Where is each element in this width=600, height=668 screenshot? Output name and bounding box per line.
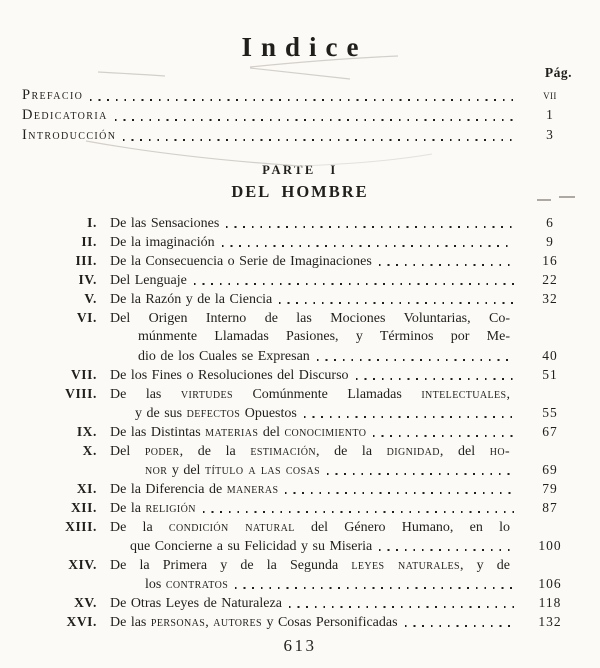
chapter-title-text: que Concierne a su Felicidad y su Miseria (130, 538, 373, 554)
chapter-title-text: De la Primera y de la Segunda leyes naturales, y de (110, 557, 510, 573)
dot-leader (90, 99, 514, 101)
front-matter-label: Prefacio (22, 87, 84, 104)
chapter-entry (0, 232, 600, 251)
chapter-title-text: De Otras Leyes de Naturaleza (110, 595, 282, 611)
dot-leader (203, 511, 514, 513)
chapter-title-text: De la Razón y de la Ciencia (110, 291, 273, 307)
chapter-roman-numeral: IV. (78, 271, 97, 287)
page-number: 100 (538, 537, 562, 553)
chapter-roman-numeral: XI. (76, 480, 97, 496)
page-title: Indice (241, 32, 368, 62)
dot-leader (226, 226, 514, 228)
chapter-title-text: De la religión (110, 500, 196, 516)
dot-leader (194, 283, 514, 285)
page-number: 1 (546, 107, 554, 123)
chapter-line (0, 365, 600, 384)
page-number: 67 (542, 423, 558, 439)
chapter-line (0, 403, 600, 422)
chapter-line (0, 441, 600, 460)
chapter-line (0, 498, 600, 517)
page-number: 32 (542, 290, 558, 306)
chapter-entry (0, 441, 600, 479)
page-number: 6 (546, 214, 554, 230)
dot-leader (327, 473, 514, 475)
chapter-entry (0, 517, 600, 555)
dot-leader (115, 119, 514, 121)
chapter-line (0, 346, 600, 365)
chapter-line (0, 232, 600, 251)
chapter-roman-numeral: XIII. (65, 518, 97, 534)
dot-leader (379, 549, 514, 551)
chapter-entry (0, 270, 600, 289)
chapter-line (0, 593, 600, 612)
chapter-title-text: nor y del título a las cosas (145, 462, 321, 478)
page-number: 55 (542, 404, 558, 420)
dot-leader (317, 359, 514, 361)
chapter-title-text: De las virtudes Comúnmente Llamadas intelectuales, (110, 386, 510, 402)
page-number: 87 (542, 499, 558, 515)
chapter-roman-numeral: XIV. (68, 556, 97, 572)
page-number: 118 (538, 594, 562, 610)
page-number: 9 (546, 233, 554, 249)
chapter-roman-numeral: XVI. (66, 613, 97, 629)
chapter-line (0, 479, 600, 498)
page-number: 132 (538, 613, 562, 629)
chapter-line (0, 422, 600, 441)
front-matter-row (0, 125, 600, 145)
chapter-title-text: De las Sensaciones (110, 215, 220, 231)
chapter-entry (0, 308, 600, 365)
chapter-entry (0, 251, 600, 270)
front-matter-row (0, 85, 600, 105)
chapter-line (0, 517, 600, 536)
dot-leader (379, 264, 514, 266)
chapter-roman-numeral: XII. (70, 499, 97, 515)
dot-leader (279, 302, 514, 304)
chapter-title-text: los contratos (145, 576, 229, 592)
chapter-roman-numeral: IX. (76, 423, 97, 439)
chapter-entry (0, 593, 600, 612)
chapter-title-text: y de sus defectos Opuestos (135, 405, 297, 421)
page-number: 69 (542, 461, 558, 477)
dot-leader (405, 625, 514, 627)
chapter-roman-numeral: II. (81, 233, 97, 249)
chapter-entry (0, 498, 600, 517)
chapter-entry (0, 479, 600, 498)
chapter-entry (0, 422, 600, 441)
chapter-roman-numeral: III. (75, 252, 97, 268)
chapter-entry (0, 365, 600, 384)
chapter-title-text: De las Distintas materias del conocimiento (110, 424, 367, 440)
page-number: 79 (542, 480, 558, 496)
chapter-line (0, 460, 600, 479)
page-number: 40 (542, 347, 558, 363)
chapter-title-text: De las personas, autores y Cosas Personificadas (110, 614, 398, 630)
dot-leader (285, 492, 514, 494)
chapter-line (0, 327, 600, 346)
chapter-title-text: Del Origen Interno de las Mociones Voluntarias, Co- (110, 310, 510, 326)
chapter-line (0, 536, 600, 555)
dot-leader (373, 435, 514, 437)
chapter-title-text: De la imaginación (110, 234, 215, 250)
front-matter-label: Dedicatoria (22, 107, 108, 124)
page-number: vii (543, 87, 557, 103)
chapter-title-text: múnmente Llamadas Pasiones, y Términos por Me- (138, 328, 510, 344)
page-number: 3 (546, 127, 554, 143)
page-number: 51 (542, 366, 558, 382)
page-column-header: Pág. (544, 65, 572, 81)
dot-leader (289, 606, 514, 608)
page-number: 16 (542, 252, 558, 268)
dot-leader (356, 378, 514, 380)
chapter-entry (0, 612, 600, 631)
chapter-roman-numeral: VII. (70, 366, 97, 382)
dot-leader (304, 416, 514, 418)
dot-leader (235, 587, 514, 589)
dot-leader (222, 245, 514, 247)
chapter-line (0, 574, 600, 593)
chapter-roman-numeral: VI. (76, 309, 97, 325)
chapter-line (0, 289, 600, 308)
chapter-title-text: De la Consecuencia o Serie de Imaginaciones (110, 253, 372, 269)
chapter-entry (0, 213, 600, 232)
chapter-line (0, 555, 600, 574)
part-heading: DEL HOMBRE (231, 181, 369, 201)
front-matter-row (0, 105, 600, 125)
front-matter-label: Introducción (22, 127, 117, 144)
chapter-title-text: dio de los Cuales se Expresan (138, 348, 310, 364)
chapter-roman-numeral: VIII. (65, 385, 97, 401)
chapter-line (0, 213, 600, 232)
chapter-line (0, 384, 600, 403)
chapter-entry (0, 289, 600, 308)
chapter-roman-numeral: XV. (74, 594, 97, 610)
page-number: 106 (538, 575, 562, 591)
front-matter-list (0, 85, 600, 145)
chapter-roman-numeral: V. (84, 290, 97, 306)
chapter-line (0, 308, 600, 327)
chapter-roman-numeral: I. (87, 214, 97, 230)
part-kicker: PARTE I (262, 163, 338, 178)
chapter-entry (0, 384, 600, 422)
chapter-list (0, 213, 600, 631)
chapter-entry (0, 555, 600, 593)
page-number: 22 (542, 271, 558, 287)
chapter-line (0, 251, 600, 270)
dot-leader (123, 139, 514, 141)
chapter-title-text: Del Lenguaje (110, 272, 187, 288)
chapter-title-text: Del poder, de la estimación, de la dignidad, del ho- (110, 443, 511, 459)
chapter-title-text: De la condición natural del Género Humano, en lo (110, 519, 511, 535)
chapter-title-text: De la Diferencia de maneras (110, 481, 279, 497)
chapter-title-text: De los Fines o Resoluciones del Discurso (110, 367, 349, 383)
chapter-line (0, 612, 600, 631)
chapter-roman-numeral: X. (82, 442, 97, 458)
chapter-line (0, 270, 600, 289)
folio-page-number: 613 (283, 636, 317, 655)
